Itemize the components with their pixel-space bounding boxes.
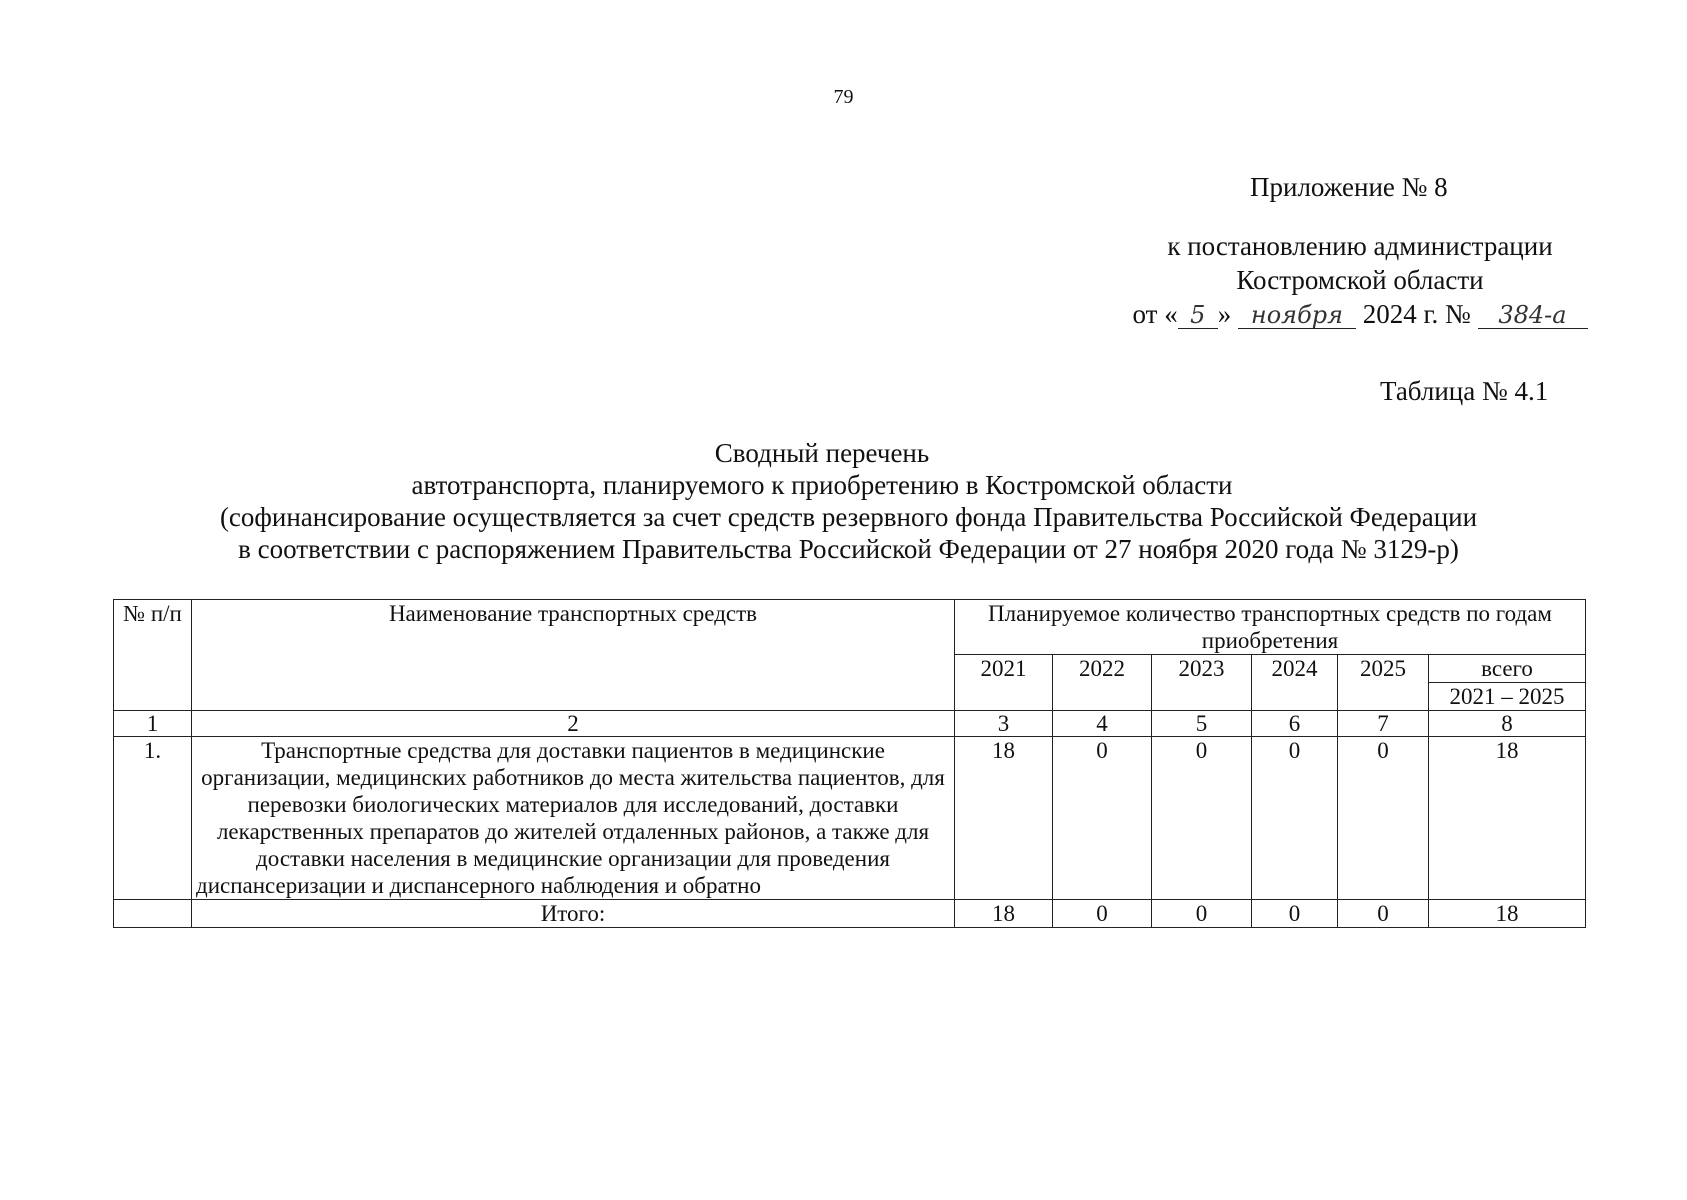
row-value-2023: 0: [1152, 737, 1252, 900]
appendix-line-2: Костромской области: [1236, 265, 1484, 295]
appendix-title: Приложение № 8: [1250, 172, 1448, 202]
column-index: 4: [1053, 711, 1152, 737]
document-heading: [0, 437, 1687, 565]
vehicles-table: [113, 599, 1586, 928]
table-header-row: [114, 600, 1586, 655]
date-prefix: от «: [1132, 299, 1178, 329]
row-value-2024: 0: [1252, 737, 1338, 900]
header-year: 2023: [1152, 655, 1252, 711]
header-number: № п/п: [114, 600, 192, 711]
date-month-handwritten: ноября: [1238, 302, 1356, 329]
heading-line-4: в соответствии с распоряжением Правительства Российской Федерации от 27 ноября 2020 года № 3129-р): [238, 534, 1459, 564]
table-label: Таблица № 4.1: [1380, 376, 1549, 406]
heading-line-2: автотранспорта, планируемого к приобретению в Костромской области: [411, 470, 1233, 500]
header-total-period: 2021 – 2025: [1429, 683, 1586, 711]
total-value-2023: 0: [1152, 900, 1252, 928]
row-value-2025: 0: [1338, 737, 1429, 900]
total-value-2022: 0: [1053, 900, 1152, 928]
header-year: 2022: [1053, 655, 1152, 711]
date-day-handwritten: 5: [1178, 302, 1218, 329]
table-total-row: [114, 900, 1586, 928]
column-index: 8: [1429, 711, 1586, 737]
total-value-all: 18: [1429, 900, 1586, 928]
document-number-handwritten: 384-а: [1478, 302, 1588, 329]
column-index: 7: [1338, 711, 1429, 737]
row-number: 1.: [114, 737, 192, 900]
total-value-2025: 0: [1338, 900, 1429, 928]
header-vehicle-name: Наименование транспортных средств: [192, 600, 955, 711]
page-number: 79: [833, 86, 854, 108]
appendix-block: [1120, 170, 1600, 331]
date-mid: »: [1217, 299, 1232, 329]
date-year: 2024 г. №: [1362, 299, 1471, 329]
column-index: 6: [1252, 711, 1338, 737]
total-row-number: [114, 900, 192, 928]
table-index-row: [114, 711, 1586, 737]
total-value-2024: 0: [1252, 900, 1338, 928]
heading-line-1: Сводный перечень: [714, 438, 930, 468]
header-year: 2025: [1338, 655, 1429, 711]
column-index: 5: [1152, 711, 1252, 737]
row-value-2021: 18: [955, 737, 1053, 900]
header-total: всего: [1429, 655, 1586, 683]
header-planned-quantity: Планируемое количество транспортных средств по годам приобретения: [955, 600, 1586, 655]
column-index: 3: [955, 711, 1053, 737]
row-value-total: 18: [1429, 737, 1586, 900]
appendix-description: [1120, 229, 1600, 331]
column-index: 2: [192, 711, 955, 737]
total-row-label: Итого:: [192, 900, 955, 928]
header-year: 2024: [1252, 655, 1338, 711]
total-value-2021: 18: [955, 900, 1053, 928]
table-row: [114, 737, 1586, 900]
appendix-date-line: [1120, 297, 1600, 331]
column-index: 1: [114, 711, 192, 737]
appendix-line-1: к постановлению администрации: [1167, 231, 1553, 261]
row-value-2022: 0: [1053, 737, 1152, 900]
header-year: 2021: [955, 655, 1053, 711]
heading-line-3: (софинансирование осуществляется за счет средств резервного фонда Правительства Российской Федерации: [219, 502, 1478, 532]
row-vehicle-name: Транспортные средства для доставки пациентов в медицинские организации, медицинских работников до места жительства пациентов, для перевозки биологических материалов для исследований, доставки лекарственных препаратов до жителей отдаленных районов, а также для доставки населения в медицинские организации для проведения диспансеризации и диспансерного наблюдения и обратно: [192, 737, 955, 900]
